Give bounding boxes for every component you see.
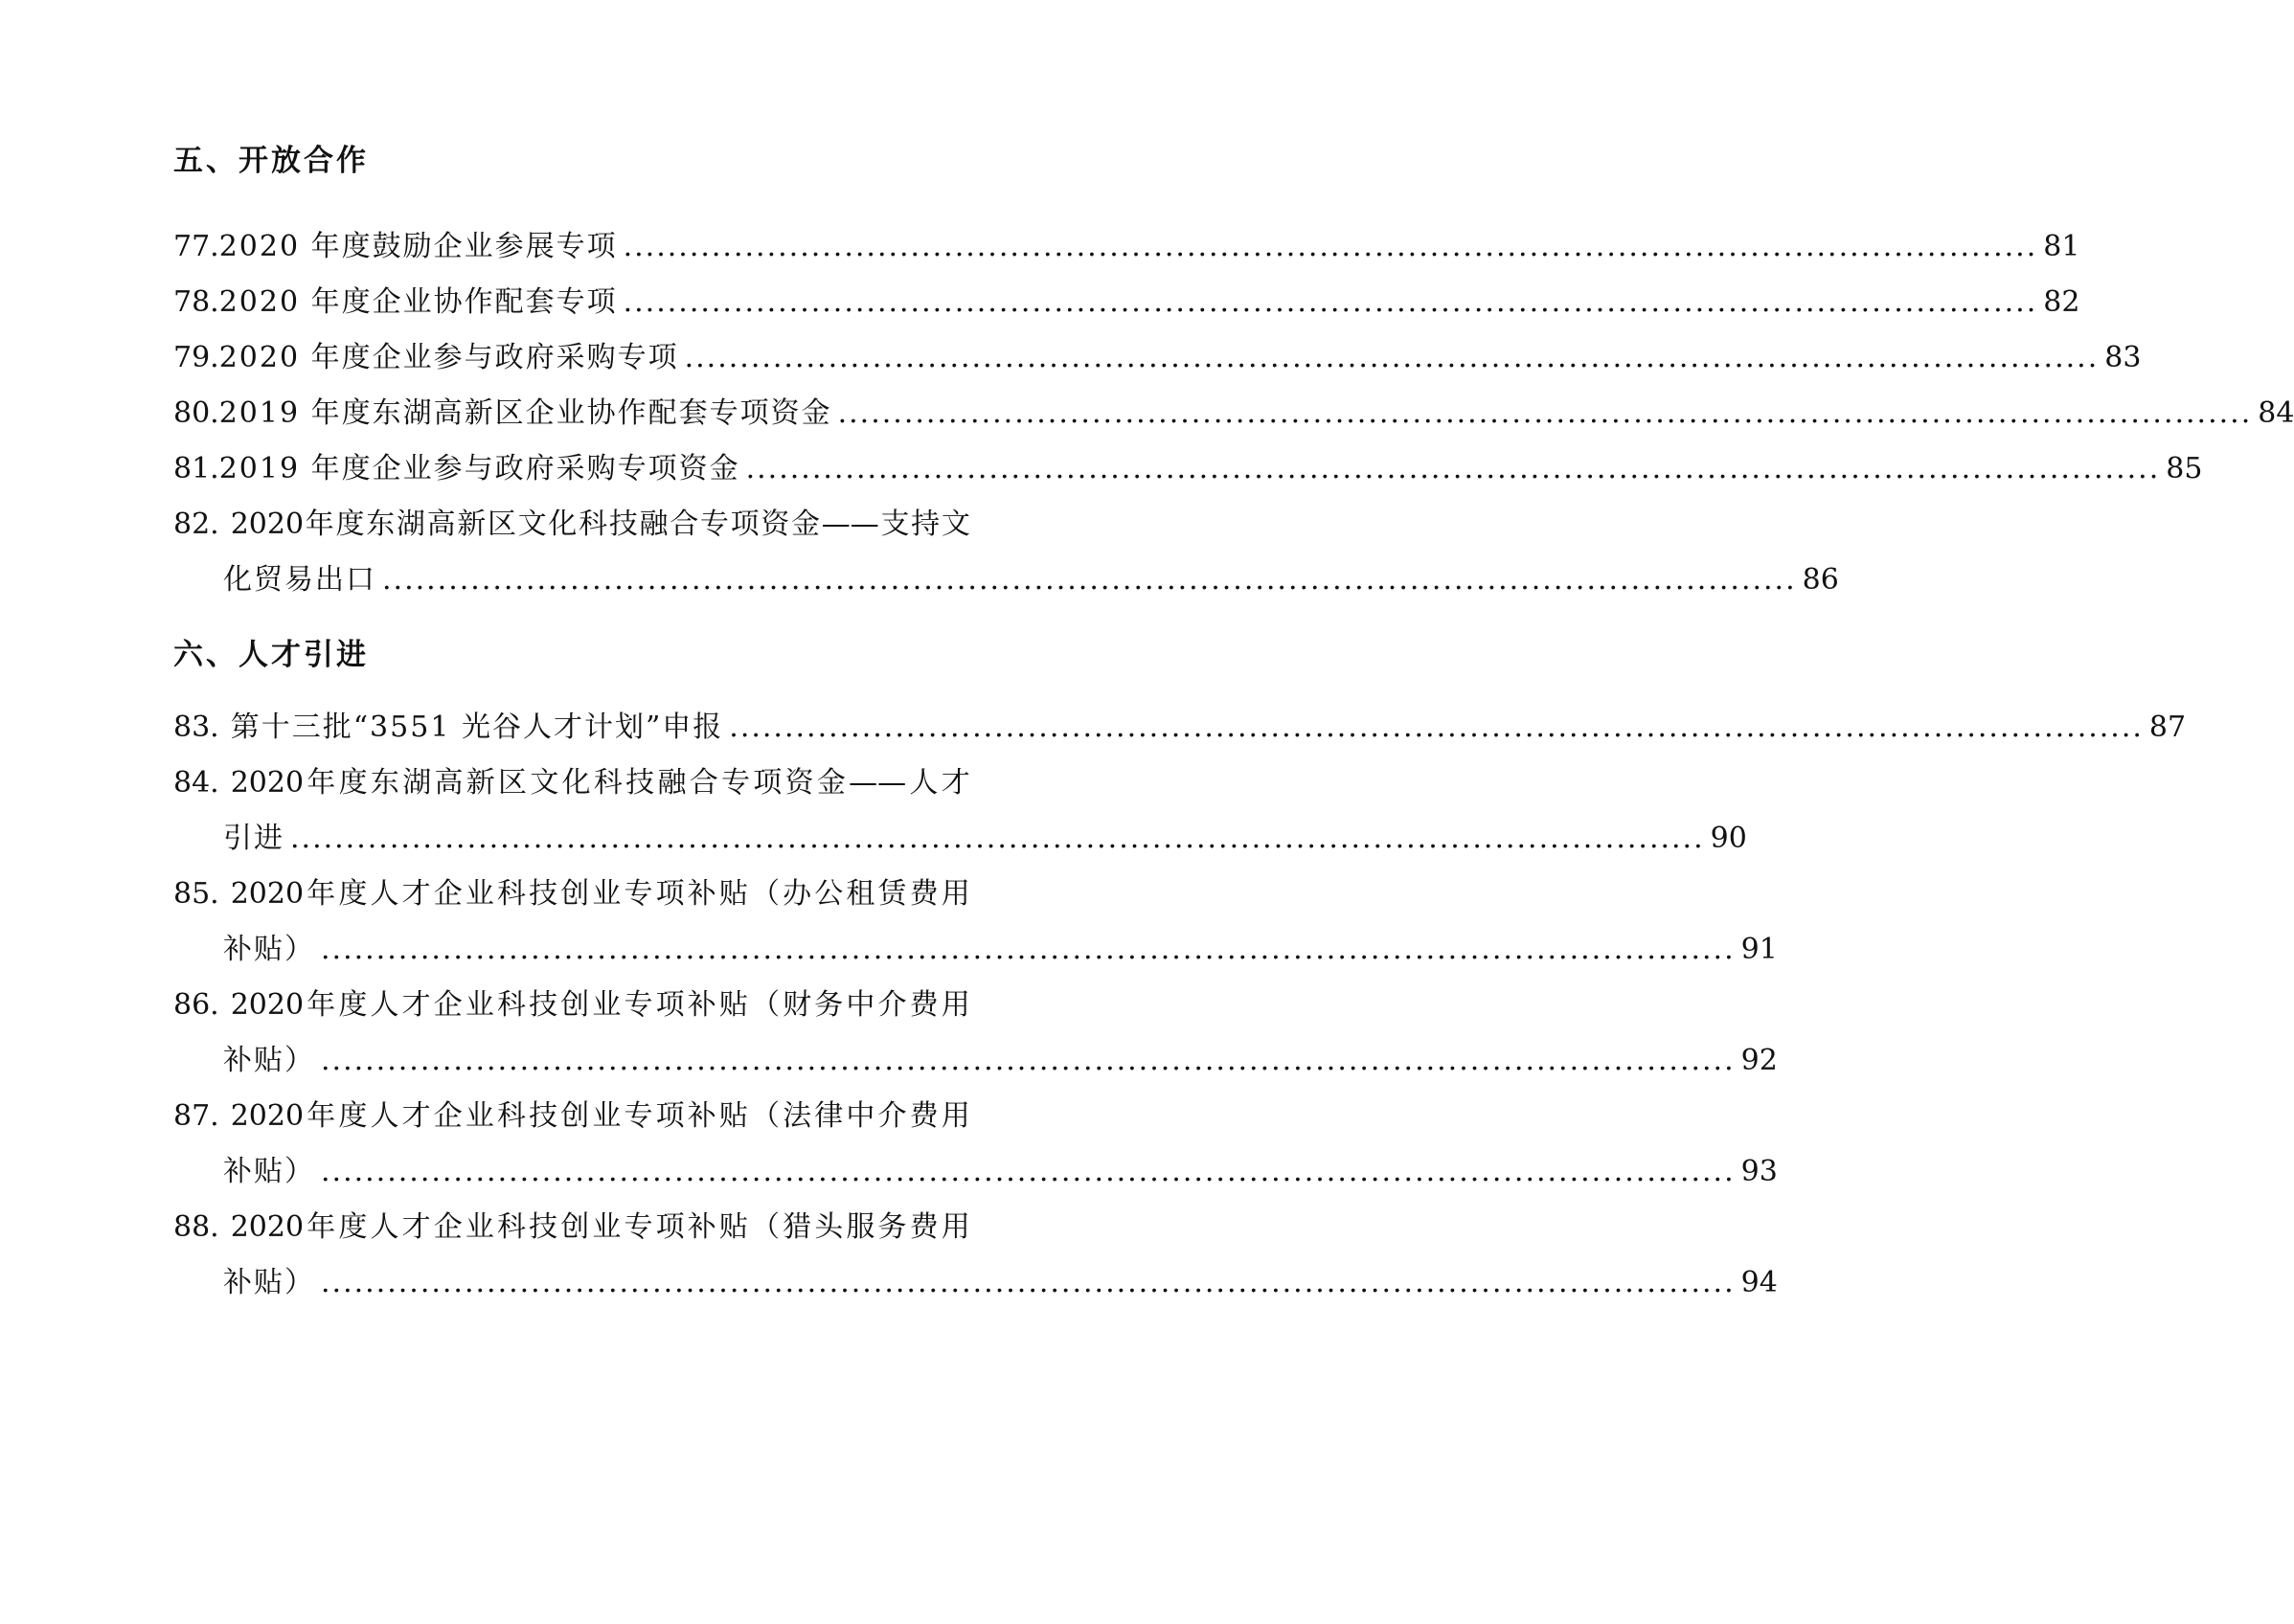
toc-entry-81[interactable]: [173, 450, 2203, 488]
dot-leader: ................................................................................................................................: [729, 710, 2144, 744]
dot-leader: ................................................................................................................................: [321, 933, 1736, 966]
toc-entry-80[interactable]: [173, 395, 2294, 433]
entry-page-number: 86: [1802, 563, 1839, 597]
entry-title: 2019 年度企业参与政府采购专项资金: [218, 452, 740, 485]
toc-entry-77[interactable]: [173, 228, 2080, 266]
entry-page-number: 84: [2258, 396, 2294, 430]
toc-entry-87-line1[interactable]: [173, 1097, 970, 1136]
entry-title-continued: 补贴）: [223, 1044, 315, 1077]
entry-title: 2020 年 度 人 才 企 业 科 技 创 业 专 项 补 贴 （ 财 务 中 介 费 用: [230, 988, 970, 1022]
entry-number: 87.: [173, 1099, 219, 1133]
entry-number: 88.: [173, 1210, 219, 1244]
dot-leader: ................................................................................................................................: [321, 1155, 1736, 1188]
entry-title: 2020 年度鼓励企业参展专项: [218, 230, 618, 263]
dot-leader: ................................................................................................................................: [321, 1266, 1736, 1299]
toc-entry-84-line1[interactable]: [173, 764, 970, 802]
toc-entry-85-line1[interactable]: [173, 875, 970, 914]
entry-title: 2020 年度企业参与政府采购专项: [218, 341, 679, 374]
entry-number: 84.: [173, 766, 219, 800]
toc-entry-88-line1[interactable]: [173, 1208, 970, 1247]
entry-page-number: 90: [1710, 822, 1747, 855]
entry-number: 81.: [173, 452, 219, 485]
entry-title-continued: 引进: [223, 822, 284, 855]
dot-leader: ................................................................................................................................: [684, 341, 2100, 374]
section-heading-talent-introduction: 六、人才引进: [173, 638, 369, 672]
entry-title: 2020 年 度 东 湖 高 新 区 文 化 科 技 融 合 专 项 资 金 —— 支 持 文: [230, 508, 970, 541]
entry-number: 77.: [173, 230, 219, 263]
entry-page-number: 91: [1740, 933, 1778, 966]
entry-title-continued: 补贴）: [223, 1266, 315, 1299]
entry-number: 82.: [173, 508, 219, 541]
entry-number: 79.: [173, 341, 219, 374]
toc-entry-87-line2[interactable]: [223, 1153, 1778, 1191]
entry-page-number: 83: [2104, 341, 2142, 374]
entry-page-number: 94: [1740, 1266, 1778, 1299]
toc-entry-86-line2[interactable]: [223, 1042, 1778, 1080]
toc-entry-84-line2[interactable]: [223, 820, 1747, 858]
toc-entry-82-line1[interactable]: [173, 506, 970, 544]
toc-entry-83[interactable]: [173, 709, 2187, 747]
toc-entry-82-line2[interactable]: [223, 561, 1839, 599]
dot-leader: ................................................................................................................................: [382, 563, 1797, 597]
entry-page-number: 93: [1740, 1155, 1778, 1188]
toc-entry-78[interactable]: [173, 283, 2080, 322]
entry-page-number: 92: [1740, 1044, 1778, 1077]
entry-number: 83.: [173, 710, 219, 744]
entry-title-continued: 补贴）: [223, 1155, 315, 1188]
entry-number: 78.: [173, 285, 219, 319]
section-heading-open-cooperation: 五、开放合作: [173, 144, 369, 178]
entry-title: 2020 年度企业协作配套专项: [218, 285, 618, 319]
toc-entry-79[interactable]: [173, 339, 2142, 377]
entry-number: 85.: [173, 877, 219, 911]
dot-leader: ................................................................................................................................: [837, 396, 2253, 430]
toc-entry-86-line1[interactable]: [173, 986, 970, 1025]
entry-page-number: 82: [2043, 285, 2080, 319]
entry-title-continued: 化贸易出口: [223, 563, 376, 597]
entry-number: 80.: [173, 396, 219, 430]
dot-leader: ................................................................................................................................: [623, 230, 2038, 263]
entry-title: 2020 年 度 人 才 企 业 科 技 创 业 专 项 补 贴 （ 办 公 租 赁 费 用: [230, 877, 970, 911]
entry-number: 86.: [173, 988, 219, 1022]
entry-title: 2020 年 度 东 湖 高 新 区 文 化 科 技 融 合 专 项 资 金 —— 人 才: [230, 766, 970, 800]
dot-leader: ................................................................................................................................: [290, 822, 1705, 855]
entry-page-number: 85: [2166, 452, 2203, 485]
entry-page-number: 81: [2043, 230, 2080, 263]
dot-leader: ................................................................................................................................: [745, 452, 2161, 485]
toc-entry-85-line2[interactable]: [223, 931, 1778, 969]
entry-page-number: 87: [2148, 710, 2187, 744]
toc-entry-88-line2[interactable]: [223, 1264, 1778, 1302]
entry-title: 第十三批“3551 光谷人才计划”申报: [230, 710, 724, 744]
entry-title: 2020 年 度 人 才 企 业 科 技 创 业 专 项 补 贴 （ 法 律 中 介 费 用: [230, 1099, 970, 1133]
dot-leader: ................................................................................................................................: [623, 285, 2038, 319]
entry-title: 2020 年 度 人 才 企 业 科 技 创 业 专 项 补 贴 （ 猎 头 服 务 费 用: [230, 1210, 970, 1244]
entry-title: 2019 年度东湖高新区企业协作配套专项资金: [218, 396, 832, 430]
entry-title-continued: 补贴）: [223, 933, 315, 966]
dot-leader: ................................................................................................................................: [321, 1044, 1736, 1077]
